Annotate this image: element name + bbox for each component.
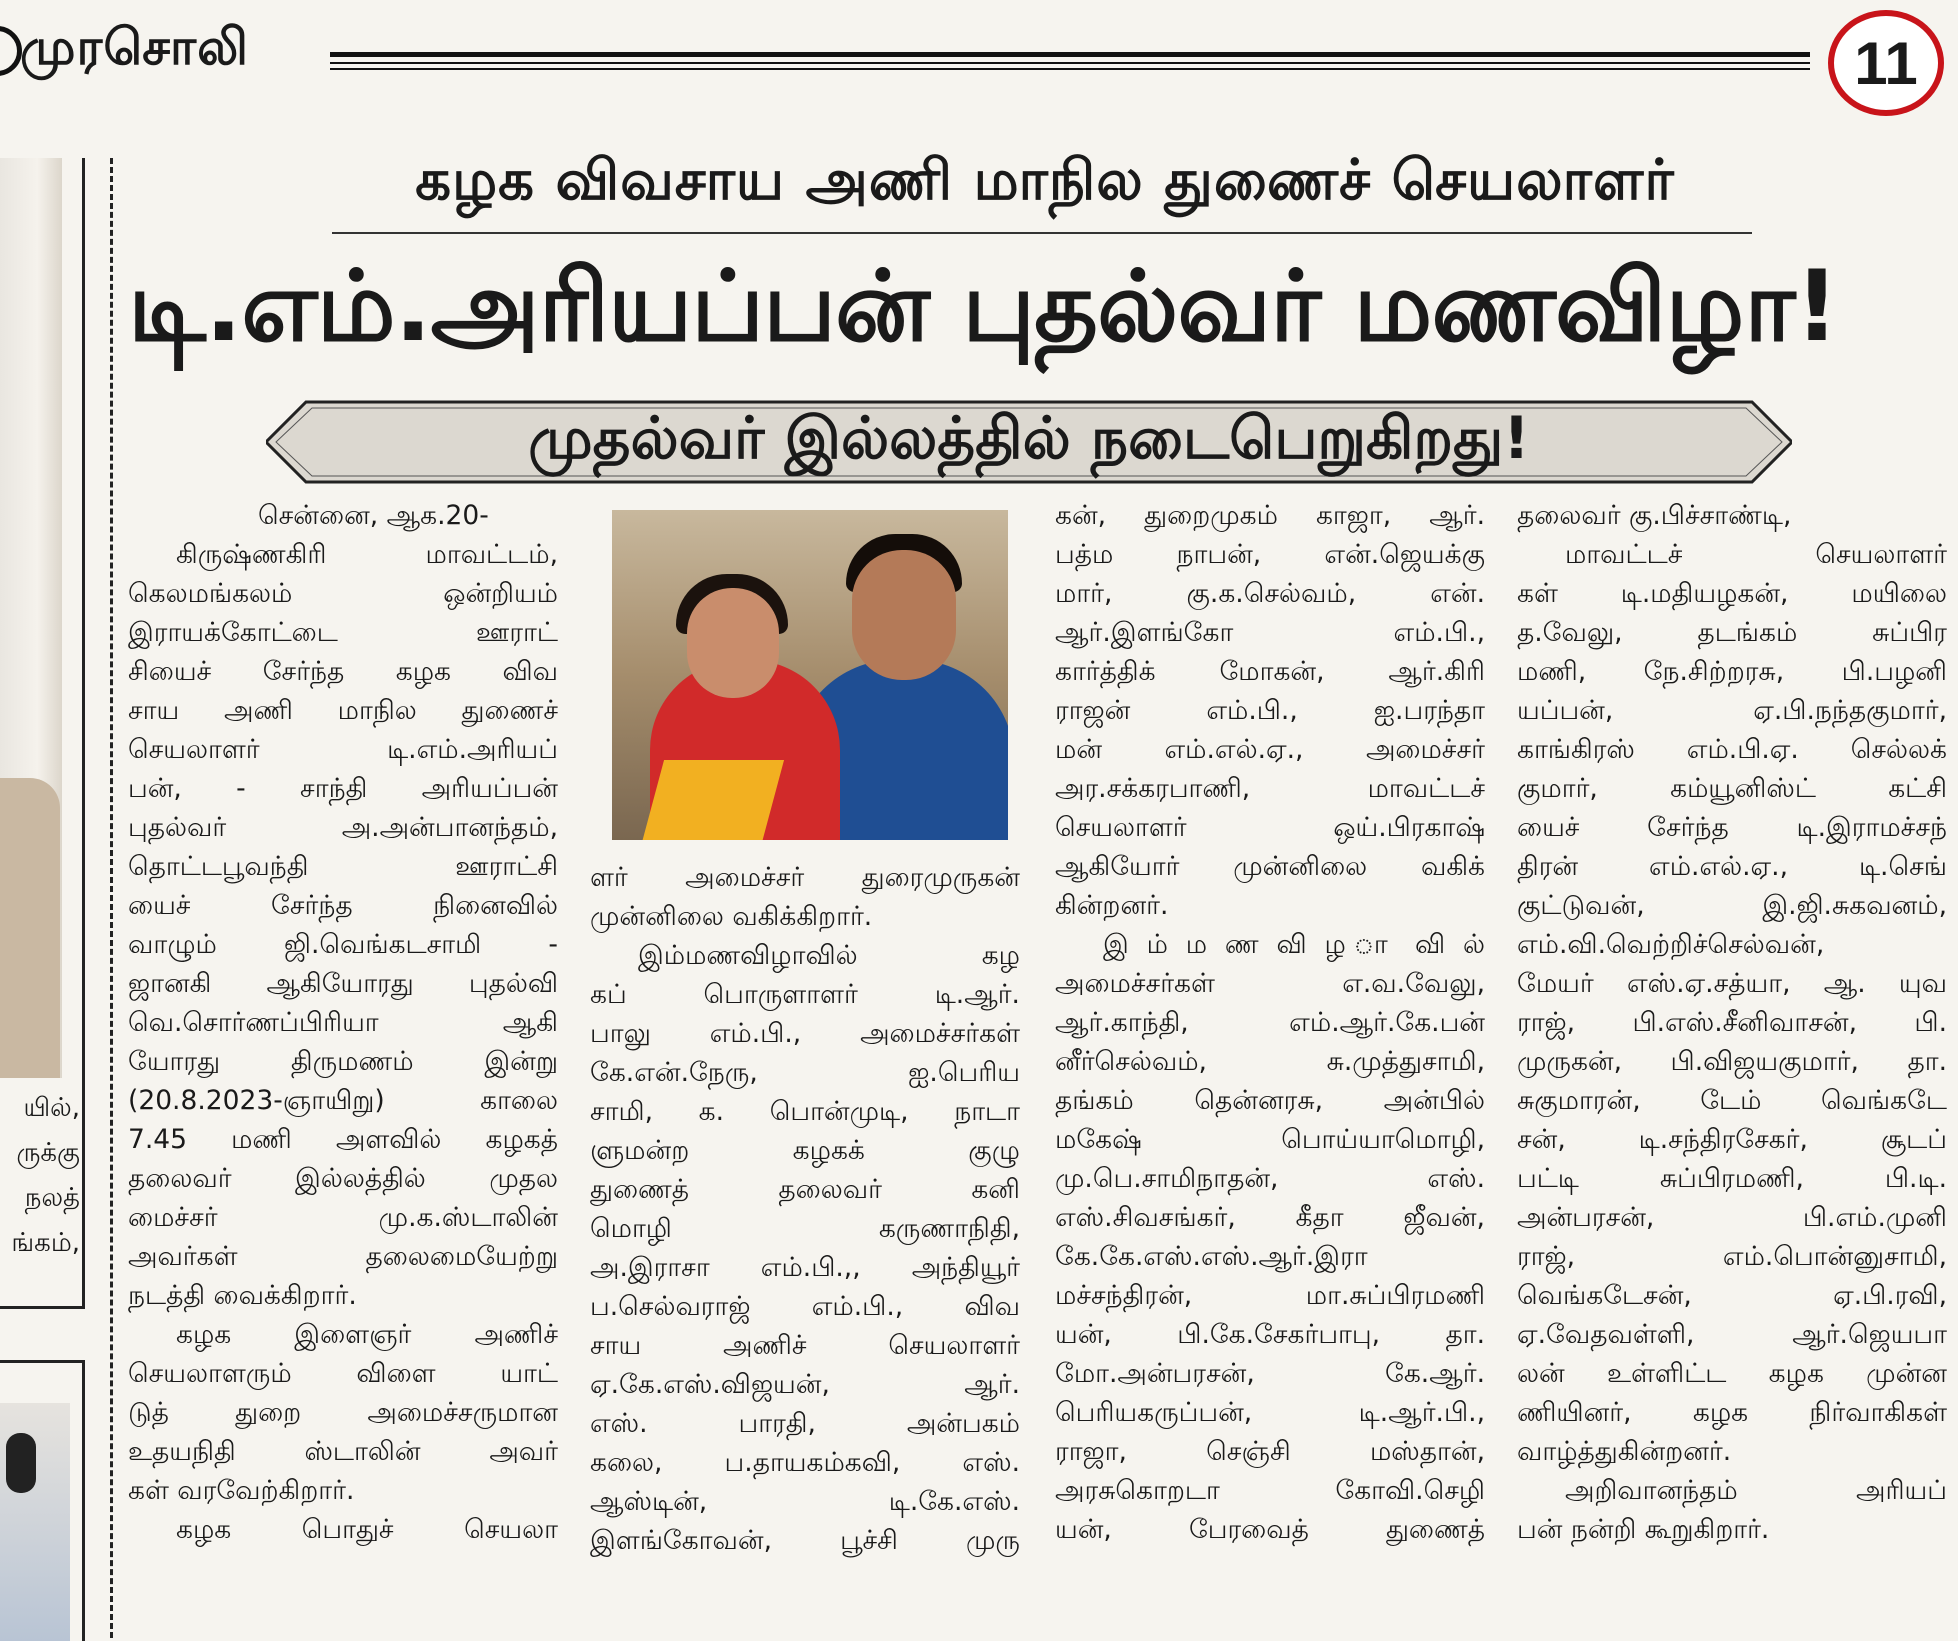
body-line: இம்மணவிழாவில் கழ <box>638 940 1020 971</box>
body-line: மைச்சர் மு.க.ஸ்டாலின் <box>128 1202 558 1233</box>
page-number: 11 <box>1828 10 1944 116</box>
body-line: தங்கம் தென்னரசு, அன்பில் <box>1055 1085 1485 1116</box>
body-line: மன் எம்.எல்.ஏ., அமைச்சர் <box>1055 734 1485 765</box>
adjacent-story <box>0 158 85 1309</box>
body-line: தலைவர் கு.பிச்சாண்டி, <box>1517 500 1792 531</box>
body-line: சன், டி.சந்திரசேகர், சூடப் <box>1517 1124 1947 1155</box>
body-line: காங்கிரஸ் எம்.பி.ஏ. செல்லக் <box>1517 734 1947 765</box>
body-line: ணியினர், கழக நிர்வாகிகள் <box>1517 1397 1947 1428</box>
body-line: சாமி, க. பொன்முடி, நாடா <box>590 1096 1020 1127</box>
body-line: அர.சக்கரபாணி, மாவட்டச் <box>1055 773 1485 804</box>
body-line: ஆர்.காந்தி, எம்.ஆர்.கே.பன் <box>1055 1007 1485 1038</box>
body-line: கே.என்.நேரு, ஐ.பெரிய <box>590 1057 1020 1088</box>
logo-icon <box>0 26 22 76</box>
main-headline: டி.எம்.அரியப்பன் புதல்வர் மணவிழா! <box>128 250 1839 364</box>
body-line: மார், கு.க.செல்வம், என். <box>1055 578 1485 609</box>
body-line: ஏ.கே.எஸ்.விஜயன், ஆர். <box>590 1369 1020 1400</box>
adjacent-photo-box <box>0 1360 85 1641</box>
body-line: யன், பி.கே.சேகர்பாபு, தா. <box>1055 1319 1485 1350</box>
body-line: பெரியகருப்பன், டி.ஆர்.பி., <box>1055 1397 1485 1428</box>
body-line: வெங்கடேசன், ஏ.பி.ரவி, <box>1517 1280 1947 1311</box>
column-divider <box>110 158 113 1638</box>
body-line: ளர் அமைச்சர் துரைமுருகன் <box>590 862 1020 893</box>
body-line: மோ.அன்பரசன், கே.ஆர். <box>1055 1358 1485 1389</box>
body-line: இராயக்கோட்டை ஊராட் <box>128 617 558 648</box>
body-line: எஸ்.சிவசங்கர், கீதா ஜீவன், <box>1055 1202 1485 1233</box>
body-line: சாய அணி மாநில துணைச் <box>128 695 558 726</box>
body-line: சியைச் சேர்ந்த கழக விவ <box>128 656 558 687</box>
body-line: செயலாளர் டி.எம்.அரியப் <box>128 734 558 765</box>
body-line: லன் உள்ளிட்ட கழக முன்ன <box>1517 1358 1947 1389</box>
body-line: கள் டி.மதியழகன், மயிலை <box>1517 578 1947 609</box>
body-line: ராஜா, செஞ்சி மஸ்தான், <box>1055 1436 1485 1467</box>
body-line: யப்பன், ஏ.பி.நந்தகுமார், <box>1517 695 1947 726</box>
body-line: ப.செல்வராஜ் எம்.பி., விவ <box>590 1291 1020 1322</box>
article-column-3 <box>1055 496 1485 1549</box>
body-line: மகேஷ் பொய்யாமொழி, <box>1055 1124 1485 1155</box>
body-line: குட்டுவன், இ.ஜி.சுகவனம், <box>1517 890 1947 921</box>
body-line: கள் வரவேற்கிறார். <box>128 1475 355 1506</box>
body-line: கழக இளைஞர் அணிச் <box>176 1319 558 1350</box>
article-column-1 <box>128 496 558 1549</box>
adjacent-text: ங்கம், <box>11 1228 80 1258</box>
body-line: நடத்தி வைக்கிறார். <box>128 1280 357 1311</box>
body-line: யன், பேரவைத் துணைத் <box>1055 1514 1485 1545</box>
body-line: முன்னிலை வகிக்கிறார். <box>590 901 873 932</box>
body-line: ஆஸ்டின், டி.கே.எஸ். <box>590 1486 1020 1517</box>
body-line: ராஜ், எம்.பொன்னுசாமி, <box>1517 1241 1947 1272</box>
body-line: மாவட்டச் செயலாளர் <box>1565 539 1947 570</box>
kicker-headline: கழக விவசாய அணி மாநில துணைச் செயலாளர் <box>415 148 1675 213</box>
body-line: ஆகியோர் முன்னிலை வகிக் <box>1055 851 1485 882</box>
body-line: ஏ.வேதவள்ளி, ஆர்.ஜெயபா <box>1517 1319 1947 1350</box>
body-line: அன்பரசன், பி.எம்.முனி <box>1517 1202 1947 1233</box>
body-line: எஸ். பாரதி, அன்பகம் <box>590 1408 1020 1439</box>
body-line: ளுமன்ற கழகக் குழு <box>590 1135 1020 1166</box>
adjacent-text: யில், <box>23 1093 80 1123</box>
body-line: அரசுகொறடா கோவி.செழி <box>1055 1475 1485 1506</box>
body-line: பாலு எம்.பி., அமைச்சர்கள் <box>590 1018 1020 1049</box>
body-line: செயலாளரும் விளை யாட் <box>128 1358 558 1389</box>
body-line: ராஜ், பி.எஸ்.சீனிவாசன், பி. <box>1517 1007 1947 1038</box>
body-line: கிருஷ்ணகிரி மாவட்டம், <box>176 539 558 570</box>
body-line: எம்.வி.வெற்றிச்செல்வன், <box>1517 929 1825 960</box>
body-line: திரன் எம்.எல்.ஏ., டி.செங் <box>1517 851 1947 882</box>
body-line: குமார், கம்யூனிஸ்ட் கட்சி <box>1517 773 1947 804</box>
article-column-4 <box>1517 496 1947 1549</box>
body-line: கன், துறைமுகம் காஜா, ஆர். <box>1055 500 1485 531</box>
adjacent-text: நலத் <box>24 1183 80 1213</box>
body-line: தொட்டபூவந்தி ஊராட்சி <box>128 851 558 882</box>
couple-photo <box>612 510 1008 840</box>
body-line: (20.8.2023-ஞாயிறு) காலை <box>128 1085 558 1116</box>
body-line: கார்த்திக் மோகன், ஆர்.கிரி <box>1055 656 1485 687</box>
body-line: தலைவர் இல்லத்தில் முதல <box>128 1163 558 1194</box>
body-line: மொழி கருணாநிதி, <box>590 1213 1020 1244</box>
subheadline: முதல்வர் இல்லத்தில் நடைபெறுகிறது! <box>528 404 1530 472</box>
body-line: முருகன், பி.விஜயகுமார், தா. <box>1517 1046 1947 1077</box>
body-line: வாழும் ஜி.வெங்கடசாமி - <box>128 929 558 960</box>
body-line: புதல்வர் அ.அன்பானந்தம், <box>128 812 558 843</box>
body-line: பன் நன்றி கூறுகிறார். <box>1517 1514 1770 1545</box>
body-line: கழக பொதுச் செயலா <box>176 1514 558 1545</box>
body-line: டுத் துறை அமைச்சருமான <box>128 1397 558 1428</box>
body-line: மேயர் எஸ்.ஏ.சத்யா, ஆ. யுவ <box>1517 968 1947 999</box>
adjacent-photo <box>0 158 62 1078</box>
body-line: 7.45 மணி அளவில் கழகத் <box>128 1124 558 1155</box>
adjacent-text: ருக்கு <box>16 1138 80 1168</box>
body-line: ஆர்.இளங்கோ எம்.பி., <box>1055 617 1485 648</box>
body-line: மணி, நே.சிற்றரசு, பி.பழனி <box>1517 656 1947 687</box>
body-line: சுகுமாரன், டேம் வெங்கடே <box>1517 1085 1947 1116</box>
body-line: கப் பொருளாளர் டி.ஆர். <box>590 979 1020 1010</box>
body-line: அ.இராசா எம்.பி.,, அந்தியூர் <box>590 1252 1020 1283</box>
body-line: வாழ்த்துகின்றனர். <box>1517 1436 1732 1467</box>
body-line: யோரது திருமணம் இன்று <box>128 1046 558 1077</box>
body-line: கே.கே.எஸ்.எஸ்.ஆர்.இரா <box>1055 1241 1368 1272</box>
body-line: அமைச்சர்கள் எ.வ.வேலு, <box>1055 968 1485 999</box>
body-line: மு.பெ.சாமிநாதன், எஸ். <box>1055 1163 1485 1194</box>
body-line: பன், - சாந்தி அரியப்பன் <box>128 773 558 804</box>
body-line: த.வேலு, தடங்கம் சுப்பிர <box>1517 617 1947 648</box>
body-line: துணைத் தலைவர் கனி <box>590 1174 1020 1205</box>
body-line: சாய அணிச் செயலாளர் <box>590 1330 1020 1361</box>
body-line: யைச் சேர்ந்த நினைவில் <box>128 890 558 921</box>
dateline: சென்னை, ஆக.20- <box>258 500 489 531</box>
body-line: கின்றனர். <box>1055 890 1169 921</box>
body-line: ஜானகி ஆகியோரது புதல்வி <box>128 968 558 999</box>
kicker-rule <box>332 232 1752 234</box>
body-line: செயலாளர் ஒய்.பிரகாஷ் <box>1055 812 1485 843</box>
header-rule <box>330 68 1810 70</box>
body-line: பட்டி சுப்பிரமணி, பி.டி. <box>1517 1163 1947 1194</box>
masthead <box>0 0 1958 110</box>
body-line: கலை, ப.தாயகம்கவி, எஸ். <box>590 1447 1020 1478</box>
body-line: னீர்செல்வம், சு.முத்துசாமி, <box>1055 1046 1485 1077</box>
body-line: அறிவானந்தம் அரியப் <box>1565 1475 1947 1506</box>
body-line: வெ.சொர்ணப்பிரியா ஆகி <box>128 1007 558 1038</box>
body-line: ராஜன் எம்.பி., ஐ.பரந்தா <box>1055 695 1485 726</box>
body-line: உதயநிதி ஸ்டாலின் அவர் <box>128 1436 558 1467</box>
body-line: பத்ம நாபன், என்.ஜெயக்கு <box>1055 539 1485 570</box>
header-rule <box>330 62 1810 64</box>
body-line: இ ம் ம ண வி ழ ா வி ல் <box>1103 929 1485 960</box>
body-line: அவர்கள் தலைமையேற்று <box>128 1241 558 1272</box>
subheadline-banner <box>266 398 1792 486</box>
header-rule <box>330 52 1810 57</box>
body-line: கெலமங்கலம் ஒன்றியம் <box>128 578 558 609</box>
body-line: இளங்கோவன், பூச்சி முரு <box>590 1525 1020 1556</box>
body-line: மச்சந்திரன், மா.சுப்பிரமணி <box>1055 1280 1485 1311</box>
paper-name: முரசொலி <box>20 18 249 76</box>
body-line: யைச் சேர்ந்த டி.இராமச்சந் <box>1517 812 1947 843</box>
article-column-2 <box>590 858 1020 1560</box>
